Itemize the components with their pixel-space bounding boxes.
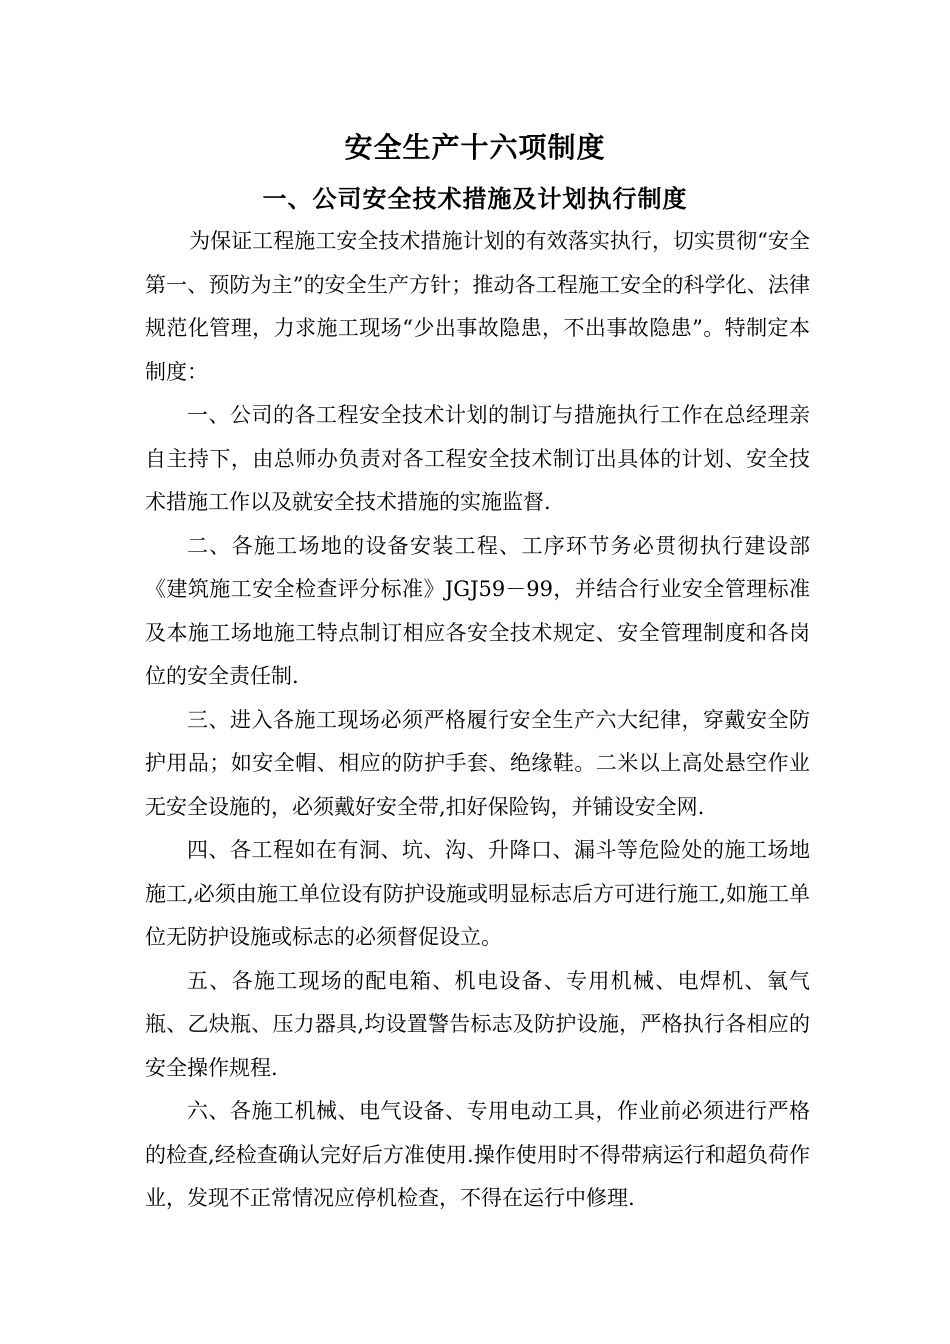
section-title: 一、公司安全技术措施及计划执行制度 (262, 185, 688, 213)
clause-3-paragraph: 三、进入各施工现场必须严格履行安全生产六大纪律，穿戴安全防护用品；如安全帽、相应的防护手套、绝缘鞋。二米以上高处悬空作业无安全设施的，必须戴好安全带,扣好保险钩，并铺设安全网. (145, 707, 810, 819)
clause-5-paragraph: 五、各施工现场的配电箱、机电设备、专用机械、电焊机、氧气瓶、乙炔瓶、压力器具,均设置警告标志及防护设施，严格执行各相应的安全操作规程. (145, 968, 810, 1080)
clause-4-paragraph: 四、各工程如在有洞、坑、沟、升降口、漏斗等危险处的施工场地施工,必须由施工单位设有防护设施或明显标志后方可进行施工,如施工单位无防护设施或标志的必须督促设立。 (145, 838, 810, 949)
clause-6-paragraph: 六、各施工机械、电气设备、专用电动工具，作业前必须进行严格的检查,经检查确认完好后方准使用.操作使用时不得带病运行和超负荷作业，发现不正常情况应停机检查，不得在运行中修理. (145, 1099, 810, 1210)
clause-2-paragraph: 二、各施工场地的设备安装工程、工序环节务必贯彻执行建设部《建筑施工安全检查评分标准》JGJ59－99，并结合行业安全管理标准及本施工场地施工特点制订相应各安全技术规定、安全管理制度和各岗位的安全责任制. (145, 533, 810, 688)
intro-paragraph: 为保证工程施工安全技术措施计划的有效落实执行，切实贯彻“安全第一、预防为主”的安全生产方针；推动各工程施工安全的科学化、法律规范化管理，力求施工现场“少出事故隐患，不出事故隐患”。特制定本制度： (145, 229, 810, 384)
clause-1-paragraph: 一、公司的各工程安全技术计划的制订与措施执行工作在总经理亲自主持下，由总师办负责对各工程安全技术制订出具体的计划、安全技术措施工作以及就安全技术措施的实施监督. (145, 403, 810, 514)
document-title: 安全生产十六项制度 (344, 131, 606, 164)
document-body (145, 220, 810, 1221)
